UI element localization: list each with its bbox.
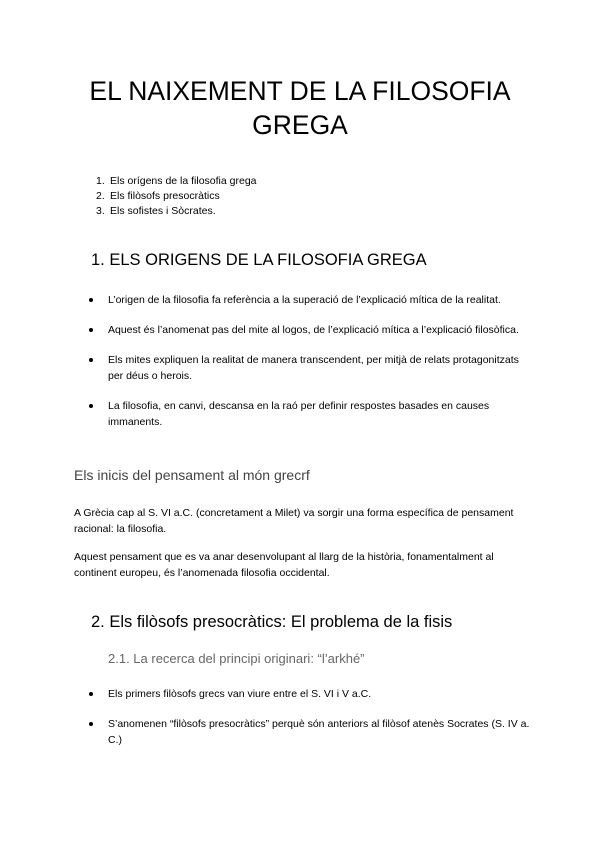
- list-item: [74, 398, 534, 430]
- list-item-text: Aquest és l’anomenat pas del mite al logos, de l’explicació mítica a l’explicació filosòfica.: [108, 324, 519, 336]
- bullet-dot-icon: [89, 692, 93, 696]
- toc-number: 2.: [96, 190, 105, 202]
- toc-number: 1.: [96, 175, 105, 187]
- section1-heading: 1. ELS ORIGENS DE LA FILOSOFIA GREGA: [91, 251, 427, 269]
- list-item: [74, 352, 534, 384]
- toc-text: Els sofistes i Sòcrates.: [110, 205, 216, 217]
- list-item-text: S’anomenen “filòsofs presocràtics” perquè són anteriors al filòsof atenès Socrates (S. IV a. C.): [108, 718, 530, 746]
- toc-number: 3.: [96, 205, 105, 217]
- list-item-text: La filosofia, en canvi, descansa en la raó per definir respostes basades en causes immanents.: [108, 400, 490, 428]
- paragraph: Aquest pensament que es va anar desenvolupant al llarg de la història, fonamentalment al continent europeu, és l’anomenada filosofia occidental.: [74, 551, 494, 579]
- toc-item: [96, 204, 257, 219]
- list-item-text: L’origen de la filosofia fa referència a la superació de l’explicació mítica de la realitat.: [108, 294, 501, 306]
- list-item-text: Els primers filòsofs grecs van viure entre el S. VI i V a.C.: [108, 688, 372, 700]
- list-item: [74, 292, 534, 308]
- list-item: [74, 716, 534, 748]
- section2-subheading: 2.1. La recerca del principi originari: “l’arkhé”: [108, 651, 365, 666]
- list-item: [74, 322, 534, 338]
- toc-text: Els orígens de la filosofia grega: [110, 175, 257, 187]
- bullet-dot-icon: [89, 298, 93, 302]
- section2-bullet-list: [74, 686, 534, 748]
- list-item: [74, 686, 534, 702]
- bullet-dot-icon: [89, 328, 93, 332]
- bullet-dot-icon: [89, 404, 93, 408]
- bullet-dot-icon: [89, 358, 93, 362]
- section2-heading: 2. Els filòsofs presocràtics: El problema de la fisis: [91, 613, 453, 631]
- section1-bullet-list: [74, 292, 534, 430]
- paragraph: A Grècia cap al S. VI a.C. (concretament a Milet) va sorgir una forma específica de pensament racional: la filosofia.: [74, 507, 514, 535]
- list-item-text: Els mites expliquen la realitat de manera transcendent, per mitjà de relats protagonitzats per déus o herois.: [108, 354, 519, 382]
- toc-item: [96, 189, 257, 204]
- toc-text: Els filòsofs presocràtics: [110, 190, 220, 202]
- bullet-dot-icon: [89, 722, 93, 726]
- toc-item: [96, 174, 257, 189]
- subsection-heading: Els inicis del pensament al món grecrf: [74, 467, 310, 483]
- table-of-contents: [96, 174, 257, 219]
- document-title: EL NAIXEMENT DE LA FILOSOFIA GREGA: [89, 76, 511, 140]
